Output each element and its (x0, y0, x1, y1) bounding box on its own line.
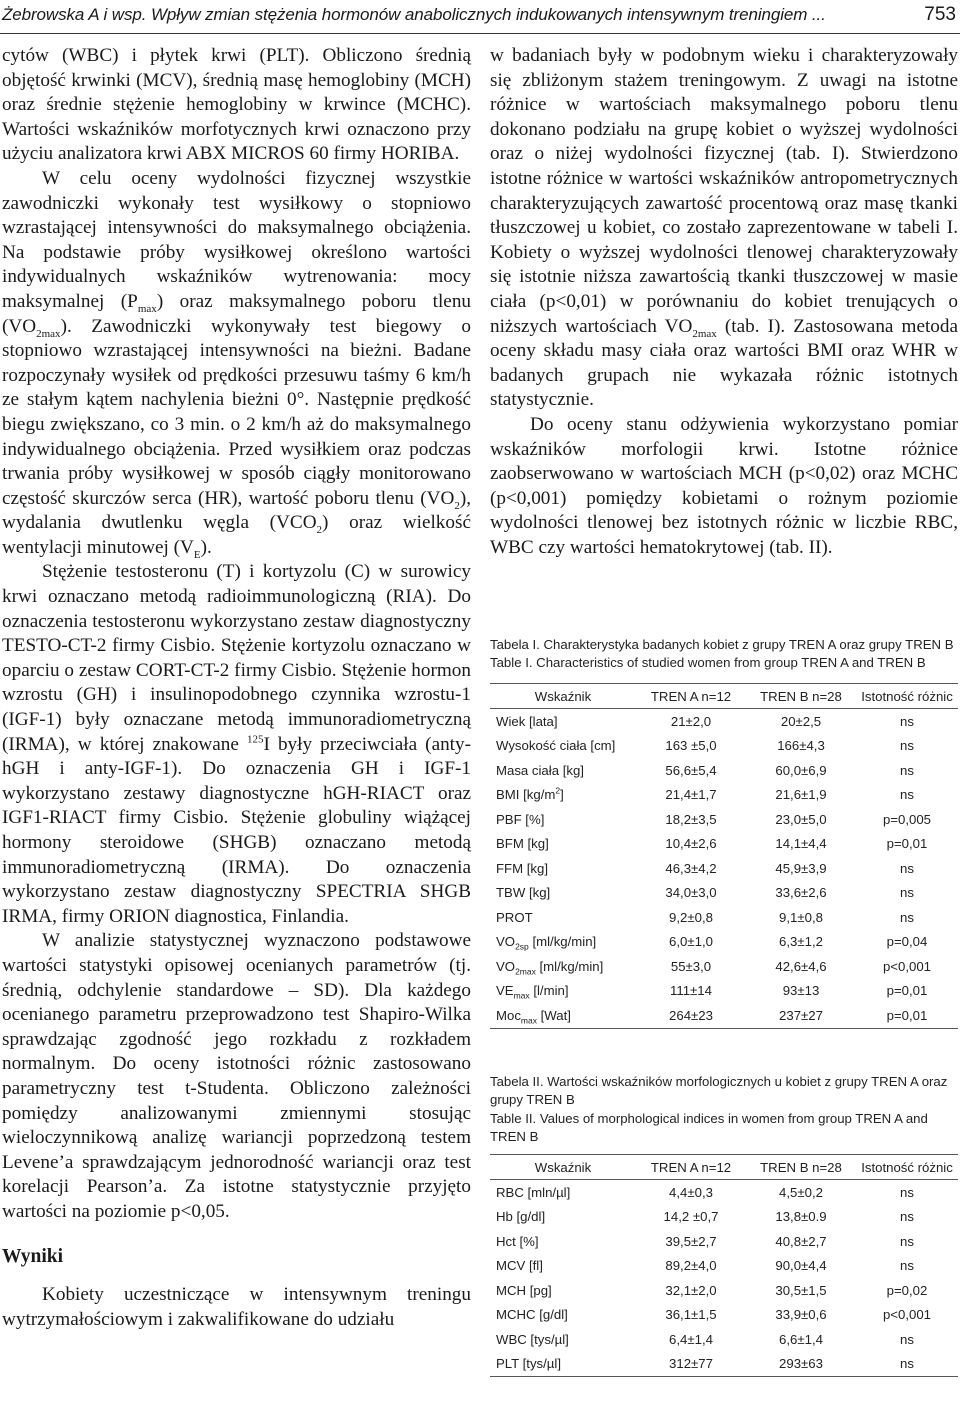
table-cell-tren-b: 166±4,3 (777, 738, 825, 754)
paragraph-anthropometry: w badaniach były w podobnym wieku i charakteryzowały się zbliżonym stażem treningowym. Z uwagi na istotne różnice w wartościach maksymalnego poboru tlenu dokonano podziału na grupę kobiet o wyższej wydolności oraz o niżej wydolności fizycznej (tab. I). Stwierdzono istotne różnice w wartości wskaźników antropometrycznych charakteryzujących zawartość procentową oraz masę tkanki tłuszczowej u kobiet, co zostało zaprezentowane w tabeli I. Kobiety o wyższej wydolności tlenowej charakteryzowały się istotnie niższa zawartością tkanki tłuszczowej w masie ciała (p<0,01) w porównaniu do kobiet trenujących o niższych wartościach $VO_{2max}$ (tab. I). Zastosowana metoda oceny składu masy ciała oraz wartości BMI oraz WHR w badanych grupach nie wykazała różnic istotnych statystycznie. (490, 45, 958, 411)
table-cell-indicator: PLT [tys/µl] (496, 1356, 562, 1372)
table-cell-significance: p=0,01 (886, 1007, 928, 1023)
table-row (490, 1003, 958, 1029)
header-rule (0, 33, 960, 34)
table-cell-significance: ns (900, 1258, 914, 1274)
table-cell-tren-b: 60,0±6,9 (775, 762, 827, 778)
table-row (490, 783, 958, 808)
table-cell-significance: ns (900, 787, 914, 803)
table-row (490, 758, 958, 783)
table-row (490, 1254, 958, 1279)
indicator-unit: [ml/kg/min] (535, 958, 604, 974)
table1-caption (490, 636, 960, 673)
table-cell-tren-b: 90,0±4,4 (775, 1258, 827, 1274)
table-cell-indicator: MCV [fl] (496, 1258, 543, 1274)
table-row (490, 881, 958, 906)
table2-caption-en: Table II. Values of morphological indices in women from group TREN A and TREN B (490, 1110, 928, 1144)
table-cell-significance: ns (900, 738, 914, 754)
table-cell-tren-a: 163 ±5,0 (665, 738, 717, 754)
table-cell-tren-a: 32,1±2,0 (665, 1282, 717, 1298)
indicator-label: PROT (496, 909, 533, 925)
table-cell-indicator (490, 714, 636, 729)
table-cell-significance: ns (900, 860, 914, 876)
table-cell-tren-b: 42,6±4,6 (775, 958, 827, 974)
table1-caption-en: Table I. Characteristics of studied women from group TREN A and TREN B (490, 655, 926, 671)
table-row (490, 905, 958, 930)
table-cell-tren-a: 18,2±3,5 (665, 811, 717, 827)
table-row (490, 832, 958, 857)
table-cell-tren-a: 312±77 (669, 1356, 713, 1372)
table-row (490, 1180, 958, 1205)
paragraph-blood-indices: cytów (WBC) i płytek krwi (PLT). Obliczono średnią objętość krwinki (MCV), średnią masę hemoglobiny (MCH) oraz średnie stężenie hemoglobiny w krwince (MCHC). Wartości wskaźników morfotycznych krwi oznaczono przy użyciu analizatora krwi ABX MICROS 60 firmy HORIBA. (2, 45, 471, 165)
table-row (490, 1303, 958, 1328)
table-cell-indicator (490, 861, 636, 876)
left-column (2, 44, 471, 1332)
table-cell-indicator (490, 1007, 636, 1026)
table-cell-tren-a: 4,4±0,3 (669, 1184, 713, 1200)
table-cell-tren-b: 6,6±1,4 (779, 1331, 823, 1347)
table-cell-tren-b: 4,5±0,2 (779, 1184, 823, 1200)
table-cell-significance: ns (900, 762, 914, 778)
paragraph-exercise-test: W celu oceny wydolności fizycznej wszystkie zawodniczki wykonały test wysiłkowy o stopniowo wzrastającej intensywności do maksymalnego obciążenia. Na podstawie próby wysiłkowej określono wartości indywidualnych wskaźników wytrenowania: mocy maksymalnej $(P_{max})$ oraz maksymalnego poboru tlenu $(VO_{2max})$. Zawodniczki wykonywały test biegowy o stopniowo wzrastającej intensywności na bieżni. Badane rozpoczynały wysiłek od prędkości przesuwu taśmy 6 km/h ze stałym kątem nachylenia bieżni 0°. Następnie prędkość biegu zwiększano, co 3 min. o 2 km/h aż do maksymalnego indywidualnego obciążenia. Przed wysiłkiem oraz podczas trwania próby wysiłkowej w sposób ciągły monitorowano częstość skurczów serca (HR), wartość poboru tlenu $(VO_2)$, wydalania dwutlenku węgla $(VCO_2)$ oraz wielkość wentylacji minutowej $(V_E)$. (2, 167, 472, 561)
table-cell-tren-a: 6,4±1,4 (669, 1331, 713, 1347)
table-cell-significance: p<0,001 (882, 1307, 932, 1323)
table-cell-indicator (490, 983, 636, 1001)
table-cell-indicator (490, 836, 636, 851)
indicator-unit: ] (560, 787, 564, 803)
table-cell-significance: ns (900, 1356, 914, 1372)
page-header (0, 0, 960, 34)
table-row (490, 709, 958, 734)
indicator-label: BFM [kg] (496, 836, 549, 852)
table-cell-tren-a: 46,3±4,2 (665, 860, 717, 876)
table1-header-cell: TREN A n=12 (650, 688, 732, 704)
table-row (490, 979, 958, 1004)
table-cell-significance: ns (900, 885, 914, 901)
table-cell-significance: ns (900, 713, 914, 729)
table-cell-tren-a: 39,5±2,7 (665, 1233, 717, 1249)
table1-header-row (490, 683, 958, 709)
table-cell-significance: ns (900, 1331, 914, 1347)
table-row (490, 734, 958, 759)
table-cell-tren-a: 56,6±5,4 (665, 762, 717, 778)
table-cell-tren-a: 21±2,0 (670, 713, 712, 729)
running-head: Żebrowska A i wsp. Wpływ zmian stężenia hormonów anabolicznych indukowanych intensywnym treningiem ... (2, 5, 826, 24)
indicator-label: VE (496, 983, 514, 999)
paragraph-hormone-assays: Stężenie testosteronu (T) i kortyzolu (C) w surowicy krwi oznaczano metodą radioimmunologiczną (RIA). Do oznaczenia testosteronu wykorzystano zestaw diagnostyczny TESTO-CT-2 firmy Cisbio. Stężenie kortyzolu oznaczano w oparciu o zestaw CORT-CT-2 firmy Cisbio. Stężenie hormon wzrostu (GH) i insulinopodobnego czynnika wzrostu-1 (IGF-1) były oznaczane metodą immunoradiometryczną (IRMA), w której znakowane $^{125}$I były przeciwciała (anty-hGH i anty-IGF-1). Do oznaczenia GH i IGF-1 wykorzystano zestawy diagnostyczne hGH-RIACT oraz IGF1-RIACT firmy Cisbio. Stężenie globuliny wiążącej hormony steroidowe (SHGB) oznaczano metodą immunoradiometryczną (IRMA). Do oznaczenia wykorzystano zestaw diagnostyczny SPECTRIA SHGB IRMA, firmy ORION diagnostica, Finlandia. (2, 561, 471, 927)
table1 (490, 683, 958, 1029)
table-cell-significance: ns (900, 909, 914, 925)
indicator-label: Wiek [lata] (496, 713, 558, 729)
table-cell-significance: p<0,001 (882, 958, 932, 974)
indicator-subscript: 2max (515, 966, 536, 977)
table-cell-indicator: MCHC [g/dl] (496, 1307, 568, 1323)
indicator-label: Masa ciała [kg] (496, 762, 584, 778)
table-cell-tren-a: 34,0±3,0 (665, 885, 717, 901)
table-cell-tren-a: 89,2±4,0 (665, 1258, 717, 1274)
table2-header-cell: TREN A n=12 (650, 1159, 732, 1175)
indicator-unit: [ml/kg/min] (528, 934, 597, 950)
table-cell-significance: p=0,02 (886, 1282, 928, 1298)
table-cell-indicator (490, 910, 636, 925)
indicator-subscript: 2sp (515, 941, 529, 952)
indicator-label: VO (496, 958, 516, 974)
table-cell-tren-b: 293±63 (779, 1356, 823, 1372)
table-cell-tren-a: 264±23 (669, 1007, 713, 1023)
paragraph-statistics: W analizie statystycznej wyznaczono podstawowe wartości statystyki opisowej ocenianych parametrów (tj. średnią, odchylenie standardowe – SD). Dla każdego ocenianego parametru przeprowadzono test Shapiro-Wilka sprawdzając zgodność jego rozkładu z rozkładem normalnym. Do oceny istotności różnic zastosowano parametryczny test t-Studenta. Obliczono zależności pomiędzy analizowanymi zmiennymi stosując wieloczynnikową analizę wariancji poprzedzoną testem Levene’a sprawdzającym jednorodność wariancji oraz test korelacji Pearson’a. Za istotne statystycznie przyjęto wartości na poziomie p<0,05. (2, 930, 471, 1222)
indicator-superscript: 2 (555, 785, 561, 796)
table-cell-indicator (490, 934, 636, 952)
indicator-unit: [l/min] (529, 983, 569, 999)
table-cell-indicator: Hct [%] (496, 1233, 539, 1249)
paragraph-blood-morphology: Do oceny stanu odżywienia wykorzystano pomiar wskaźników morfologii krwi. Istotne różnice zaobserwowano w wartościach MCH (p<0,02) oraz MCHC (p<0,001) pomiędzy kobietami o rożnym poziomie wydolności tlenowej bez istotnych różnic w liczbie RBC, WBC czy wartości hematokrytowej (tab. II). (490, 413, 958, 558)
table-cell-tren-b: 93±13 (782, 983, 820, 999)
indicator-label: BMI [kg/m (496, 787, 556, 803)
table-cell-tren-a: 21,4±1,7 (665, 787, 717, 803)
table1-caption-pl: Tabela I. Charakterystyka badanych kobiet z grupy TREN A oraz grupy TREN B (490, 637, 954, 652)
table-cell-indicator (490, 738, 636, 753)
table-cell-significance: p=0,01 (886, 983, 928, 999)
table-row (490, 807, 958, 832)
table-cell-indicator: MCH [pg] (496, 1282, 552, 1298)
table-cell-tren-a: 36,1±1,5 (665, 1307, 717, 1323)
table-cell-tren-a: 111±14 (670, 983, 712, 999)
table-cell-significance: ns (900, 1184, 914, 1200)
table-cell-tren-a: 9,2±0,8 (669, 909, 713, 925)
table-row (490, 1229, 958, 1254)
table-cell-tren-b: 9,1±0,8 (779, 909, 823, 925)
table-cell-tren-b: 13,8±0.9 (775, 1209, 827, 1225)
table1-header-cell: TREN B n=28 (760, 688, 842, 704)
section-heading-results: Wyniki (2, 1245, 64, 1267)
table-cell-indicator: RBC [mln/µl] (496, 1184, 571, 1200)
right-column (490, 44, 958, 560)
table-cell-tren-a: 6,0±1,0 (669, 934, 713, 950)
table-row (490, 1278, 958, 1303)
table-cell-indicator (490, 787, 636, 802)
table-row (490, 954, 958, 979)
indicator-label: Wysokość ciała [cm] (496, 738, 616, 754)
indicator-subscript: max (513, 990, 530, 1001)
table-cell-tren-b: 237±27 (779, 1007, 823, 1023)
table-cell-tren-a: 14,2 ±0,7 (663, 1209, 719, 1225)
table-cell-significance: ns (900, 1209, 914, 1225)
table-row (490, 856, 958, 881)
indicator-label: VO (496, 934, 516, 950)
table-cell-indicator (490, 763, 636, 778)
table-cell-significance: p=0,01 (886, 836, 928, 852)
table2-header-cell: TREN B n=28 (760, 1159, 842, 1175)
table-cell-indicator: Hb [g/dl] (496, 1209, 546, 1225)
table-cell-significance: p=0,005 (882, 811, 932, 827)
table-cell-tren-b: 45,9±3,9 (775, 860, 827, 876)
table-cell-tren-b: 20±2,5 (780, 713, 822, 729)
table-cell-indicator (490, 812, 636, 827)
table-cell-tren-b: 14,1±4,4 (775, 836, 827, 852)
indicator-label: TBW [kg] (496, 885, 551, 901)
table2-header-cell: Istotność różnic (861, 1159, 953, 1175)
indicator-label: FFM [kg] (496, 860, 549, 876)
table2-caption-pl: Tabela II. Wartości wskaźników morfologicznych u kobiet z grupy TREN A oraz grupy TREN B (490, 1074, 948, 1108)
indicator-label: PBF [%] (496, 811, 545, 827)
table-cell-indicator: WBC [tys/µl] (496, 1331, 569, 1347)
table-cell-significance: p=0,04 (886, 934, 928, 950)
table-row (490, 1352, 958, 1378)
table-cell-tren-b: 23,0±5,0 (775, 811, 827, 827)
table-row (490, 1205, 958, 1230)
table-cell-indicator (490, 885, 636, 900)
table-row (490, 1327, 958, 1352)
page-number: 753 (924, 4, 956, 25)
table-row (490, 930, 958, 955)
table1-header-cell: Istotność różnic (861, 688, 953, 704)
indicator-label: Moc (496, 1007, 521, 1023)
table2-header-cell: Wskaźnik (534, 1159, 592, 1175)
table-cell-tren-b: 33,6±2,6 (775, 885, 827, 901)
table-cell-tren-b: 33,9±0,6 (775, 1307, 827, 1323)
indicator-subscript: max (520, 1015, 537, 1026)
table-cell-tren-b: 6,3±1,2 (779, 934, 823, 950)
table2-header-row (490, 1154, 958, 1180)
table-cell-indicator (490, 958, 636, 977)
table-cell-tren-a: 10,4±2,6 (665, 836, 717, 852)
table2 (490, 1154, 958, 1377)
table-cell-tren-b: 40,8±2,7 (775, 1233, 827, 1249)
table-cell-tren-b: 21,6±1,9 (775, 787, 827, 803)
table1-header-cell: Wskaźnik (534, 688, 592, 704)
table-cell-significance: ns (900, 1233, 914, 1249)
table-cell-tren-a: 55±3,0 (670, 958, 712, 974)
table2-caption (490, 1073, 960, 1146)
indicator-unit: [Wat] (536, 1007, 571, 1023)
table-cell-tren-b: 30,5±1,5 (775, 1282, 827, 1298)
paragraph-results-intro: Kobiety uczestniczące w intensywnym treningu wytrzymałościowym i zakwalifikowane do udziału (2, 1284, 471, 1330)
